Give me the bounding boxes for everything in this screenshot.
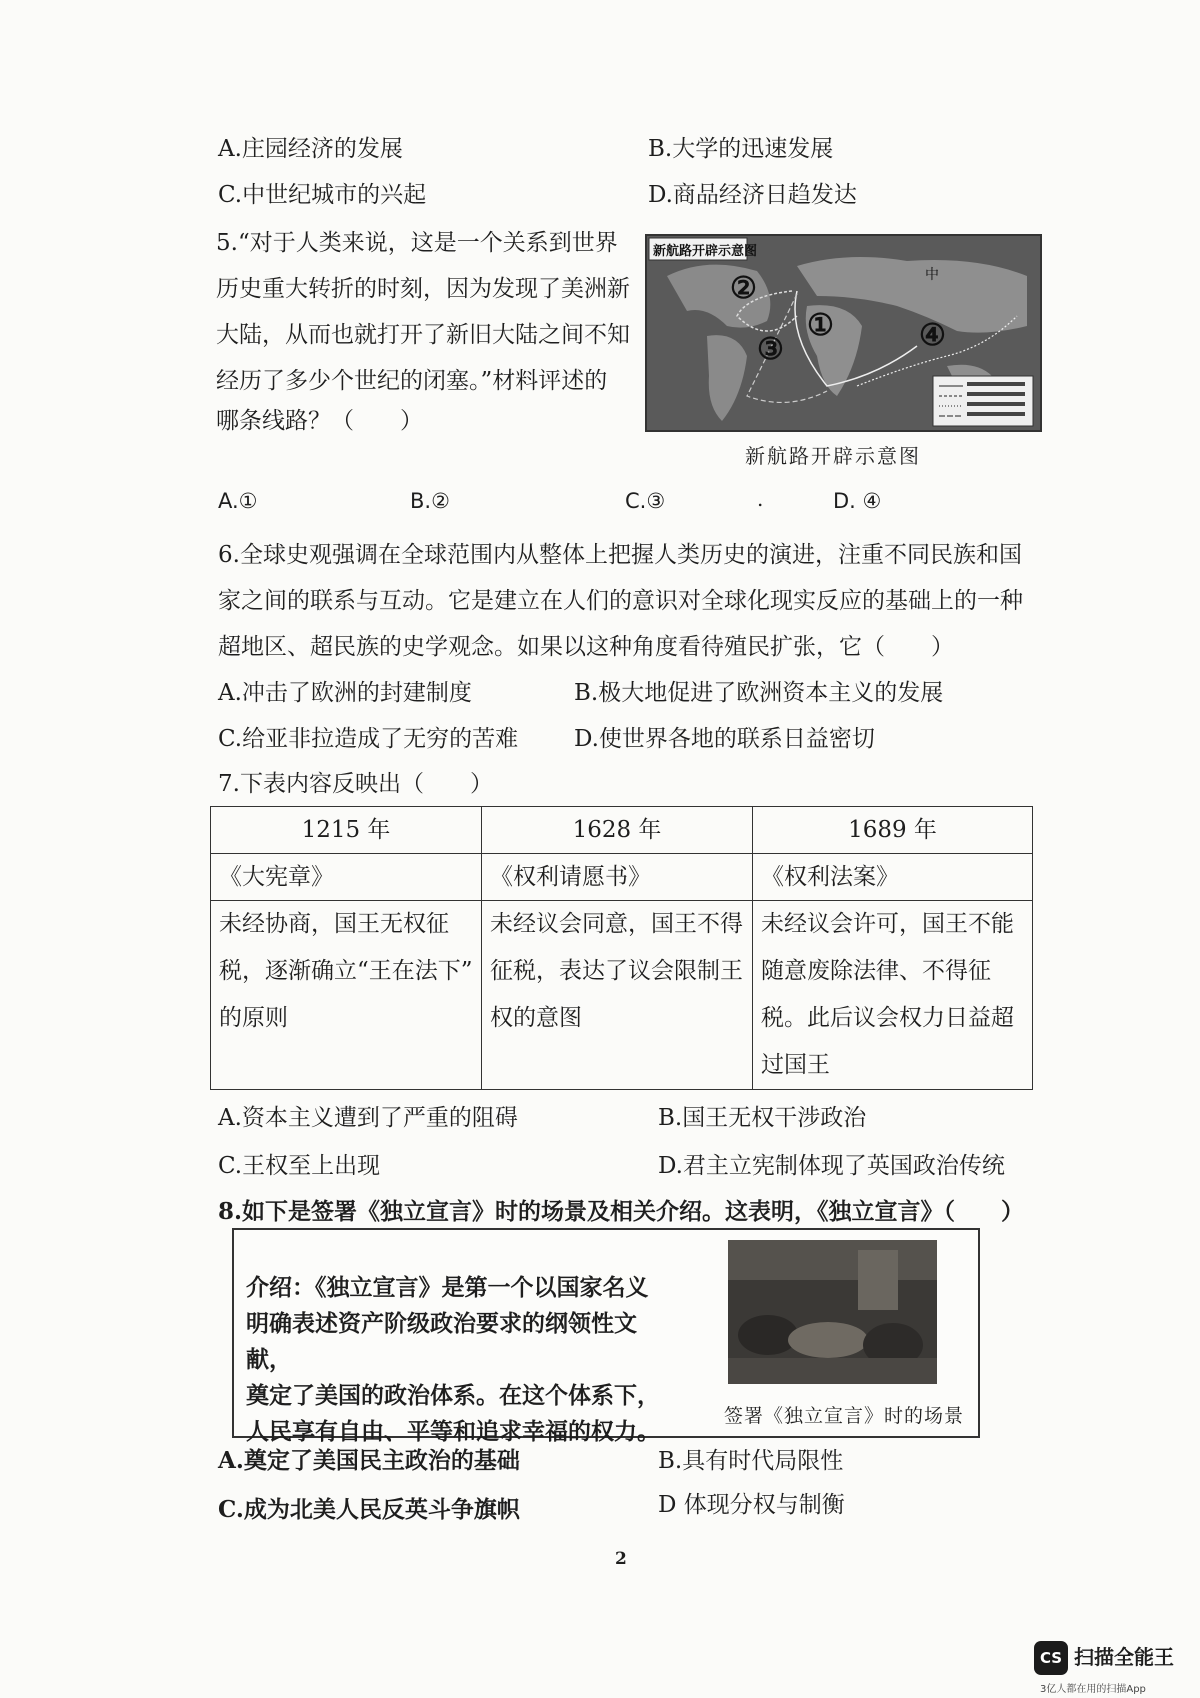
table-row-descriptions [211, 901, 1033, 1090]
table-cell-document: 《权利法案》 [753, 854, 1033, 901]
q6-line: 超地区、超民族的史学观念。如果以这种角度看待殖民扩张，它（ ） [218, 634, 954, 660]
q5-line: 大陆，从而也就打开了新旧大陆之间不知 [216, 322, 630, 348]
table-row-documents [211, 854, 1033, 901]
map-region-label: 中 [925, 267, 939, 283]
q5-option-d: D. ④ [833, 489, 882, 513]
q8-option-a: A.奠定了美国民主政治的基础 [218, 1447, 520, 1474]
q6-option-b: B.极大地促进了欧洲资本主义的发展 [574, 680, 944, 706]
intro-box [232, 1228, 980, 1445]
camscanner-logo: CS [1034, 1641, 1068, 1675]
q7-option-b: B.国王无权干涉政治 [658, 1105, 867, 1131]
q4-option-d: D.商品经济日趋发达 [648, 182, 857, 208]
camscanner-name: 扫描全能王 [1074, 1645, 1174, 1669]
table-cell-year: 1689 年 [753, 807, 1033, 854]
q7-option-c: C.王权至上出现 [218, 1153, 381, 1179]
route-marker-2: ② [730, 271, 757, 306]
q5-line: 5.“对于人类来说，这是一个关系到世界 [216, 230, 618, 256]
page-number: 2 [615, 1549, 627, 1569]
rights-table [210, 806, 1033, 1090]
stray-dot: . [757, 487, 764, 511]
table-cell-document: 《权利请愿书》 [482, 854, 753, 901]
description-line: 随意废除法律、不得征 [761, 958, 991, 984]
route-marker-4: ④ [919, 318, 946, 353]
map-caption: 新航路开辟示意图 [745, 444, 921, 468]
table-cell-description [211, 901, 482, 1090]
description-line: 税，逐渐确立“王在法下” [219, 958, 473, 984]
q5-line: 哪条线路？（ ） [216, 408, 423, 434]
route-marker-3: ③ [757, 332, 784, 367]
intro-line: 明确表述资产阶级政治要求的纲领性文献， [246, 1310, 637, 1373]
signing-scene-graphic [728, 1240, 937, 1384]
q8-option-c: C.成为北美人民反英斗争旗帜 [218, 1496, 520, 1523]
route-marker-1: ① [807, 308, 834, 343]
table-cell-description [753, 901, 1033, 1090]
q8-option-d: D 体现分权与制衡 [658, 1492, 845, 1518]
q7-stem: 7.下表内容反映出（ ） [218, 771, 493, 797]
q5-option-a: A.① [218, 489, 258, 513]
intro-line: 人民享有自由、平等和追求幸福的权力。 [246, 1418, 660, 1445]
table-cell-document: 《大宪章》 [211, 854, 482, 901]
q4-option-c: C.中世纪城市的兴起 [218, 182, 427, 208]
description-line: 未经议会同意，国王不得 [490, 911, 743, 937]
q4-option-a: A.庄园经济的发展 [218, 136, 403, 162]
q8-stem: 8.如下是签署《独立宣言》时的场景及相关介绍。这表明，《独立宣言》（ ） [218, 1198, 1025, 1225]
intro-text [246, 1270, 666, 1450]
map-title: 新航路开辟示意图 [653, 244, 758, 259]
table-cell-year: 1628 年 [482, 807, 753, 854]
camscanner-slogan: 3亿人都在用的扫描App [1040, 1684, 1146, 1695]
q8-option-b: B.具有时代局限性 [658, 1448, 844, 1474]
description-line: 的原则 [219, 1005, 288, 1031]
description-line: 税。此后议会权力日益超 [761, 1005, 1014, 1031]
new-routes-map [645, 234, 1042, 432]
q6-line: 6.全球史观强调在全球范围内从整体上把握人类历史的演进，注重不同民族和国 [218, 542, 1022, 568]
q4-option-b: B.大学的迅速发展 [648, 136, 834, 162]
description-line: 未经议会许可，国王不能 [761, 911, 1014, 937]
q7-option-d: D.君主立宪制体现了英国政治传统 [658, 1153, 1005, 1179]
world-map-graphic [647, 236, 1040, 430]
description-line: 未经协商，国王无权征 [219, 911, 449, 937]
description-line: 过国王 [761, 1052, 830, 1078]
signing-scene-image [728, 1240, 937, 1384]
description-line: 权的意图 [490, 1005, 582, 1031]
q6-option-a: A.冲击了欧洲的封建制度 [218, 680, 472, 706]
q5-line: 经历了多少个世纪的闭塞。”材料评述的 [216, 368, 608, 394]
q6-option-d: D.使世界各地的联系日益密切 [574, 726, 875, 752]
intro-line: 奠定了美国的政治体系。在这个体系下， [246, 1382, 660, 1409]
q5-line: 历史重大转折的时刻，因为发现了美洲新 [216, 276, 630, 302]
table-row-years [211, 807, 1033, 854]
q5-option-c: C.③ [625, 489, 666, 513]
signing-caption: 签署《独立宣言》时的场景 [724, 1405, 965, 1427]
q5-option-b: B.② [410, 489, 450, 513]
intro-line: 介绍：《独立宣言》是第一个以国家名义 [246, 1274, 649, 1301]
q7-option-a: A.资本主义遭到了严重的阻碍 [218, 1105, 518, 1131]
q6-option-c: C.给亚非拉造成了无穷的苦难 [218, 726, 519, 752]
table-cell-description [482, 901, 753, 1090]
q6-line: 家之间的联系与互动。它是建立在人们的意识对全球化现实反应的基础上的一种 [218, 588, 1023, 614]
table-cell-year: 1215 年 [211, 807, 482, 854]
description-line: 征税，表达了议会限制王 [490, 958, 743, 984]
